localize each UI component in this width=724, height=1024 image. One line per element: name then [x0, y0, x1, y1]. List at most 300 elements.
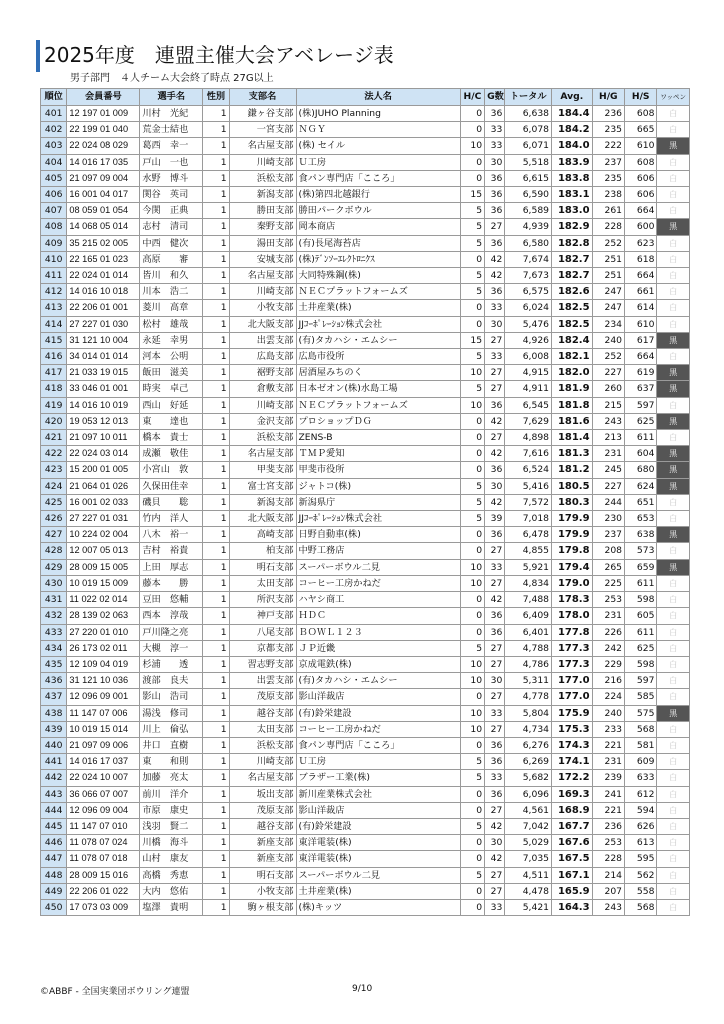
member-number-cell: 10 224 02 004 [67, 527, 140, 543]
average-cell: 182.5 [552, 316, 593, 332]
branch-cell: 安城支部 [229, 251, 296, 267]
rank-cell: 423 [41, 462, 67, 478]
games-cell: 42 [485, 494, 505, 510]
rank-cell: 410 [41, 251, 67, 267]
rank-cell: 401 [41, 106, 67, 122]
company-cell: ＮＥＣプラットフォームズ [296, 284, 460, 300]
gender-cell: 1 [203, 737, 229, 753]
table-row [41, 656, 690, 672]
patch-cell: 白 [657, 689, 690, 705]
high-series-cell: 598 [625, 656, 657, 672]
company-cell: プロショップＤＧ [296, 413, 460, 429]
player-name-cell: 豆田 悠輔 [140, 592, 203, 608]
games-cell: 42 [485, 268, 505, 284]
gender-cell: 1 [203, 154, 229, 170]
gender-cell: 1 [203, 883, 229, 899]
company-cell: JJｺｰﾎﾟﾚｰｼｮﾝ株式会社 [296, 316, 460, 332]
high-game-cell: 251 [592, 268, 624, 284]
high-game-cell: 242 [592, 640, 624, 656]
high-series-cell: 665 [625, 122, 657, 138]
games-cell: 27 [485, 381, 505, 397]
handicap-cell: 0 [460, 413, 484, 429]
table-row [41, 332, 690, 348]
table-row [41, 462, 690, 478]
total-cell: 5,804 [505, 705, 552, 721]
rank-cell: 443 [41, 786, 67, 802]
total-cell: 6,615 [505, 170, 552, 186]
patch-cell: 黒 [657, 219, 690, 235]
company-cell: (有)鈴栄建設 [296, 818, 460, 834]
gender-cell: 1 [203, 106, 229, 122]
table-row [41, 478, 690, 494]
handicap-cell: 0 [460, 430, 484, 446]
patch-cell: 黒 [657, 527, 690, 543]
branch-cell: 茂原支部 [229, 802, 296, 818]
table-row [41, 235, 690, 251]
rank-cell: 417 [41, 365, 67, 381]
rank-cell: 427 [41, 527, 67, 543]
company-cell: 新川産業株式会社 [296, 786, 460, 802]
member-number-cell: 14 068 05 014 [67, 219, 140, 235]
high-game-cell: 225 [592, 575, 624, 591]
high-series-cell: 581 [625, 737, 657, 753]
player-name-cell: 塩澤 貴明 [140, 899, 203, 915]
member-number-cell: 21 097 09 004 [67, 170, 140, 186]
player-name-cell: 高橋 秀恵 [140, 867, 203, 883]
average-cell: 182.9 [552, 219, 593, 235]
high-series-cell: 619 [625, 365, 657, 381]
company-cell: コーヒー工房かねだ [296, 575, 460, 591]
high-game-cell: 229 [592, 656, 624, 672]
player-name-cell: 永延 幸男 [140, 332, 203, 348]
gender-cell: 1 [203, 187, 229, 203]
high-series-cell: 612 [625, 786, 657, 802]
table-row [41, 737, 690, 753]
member-number-cell: 15 200 01 005 [67, 462, 140, 478]
games-cell: 42 [485, 818, 505, 834]
handicap-cell: 0 [460, 592, 484, 608]
high-series-cell: 609 [625, 754, 657, 770]
column-header: Avg. [552, 89, 593, 106]
page-title: 2025年度 連盟主催大会アベレージ表 [44, 43, 394, 67]
member-number-cell: 28 139 02 063 [67, 608, 140, 624]
average-cell: 167.6 [552, 835, 593, 851]
total-cell: 6,024 [505, 300, 552, 316]
title-accent-bar [36, 40, 40, 72]
rank-cell: 431 [41, 592, 67, 608]
high-game-cell: 260 [592, 381, 624, 397]
rank-cell: 428 [41, 543, 67, 559]
patch-cell: 白 [657, 122, 690, 138]
player-name-cell: 加藤 亮太 [140, 770, 203, 786]
total-cell: 5,921 [505, 559, 552, 575]
handicap-cell: 5 [460, 640, 484, 656]
member-number-cell: 11 147 07 010 [67, 818, 140, 834]
member-number-cell: 22 024 01 014 [67, 268, 140, 284]
high-game-cell: 252 [592, 235, 624, 251]
table-row [41, 284, 690, 300]
company-cell: JJｺｰﾎﾟﾚｰｼｮﾝ株式会社 [296, 511, 460, 527]
games-cell: 36 [485, 624, 505, 640]
high-game-cell: 228 [592, 851, 624, 867]
high-game-cell: 236 [592, 818, 624, 834]
player-name-cell: 中西 健次 [140, 235, 203, 251]
player-name-cell: 吉村 裕貴 [140, 543, 203, 559]
company-cell: 土井産業(株) [296, 883, 460, 899]
total-cell: 7,488 [505, 592, 552, 608]
games-cell: 27 [485, 689, 505, 705]
total-cell: 6,478 [505, 527, 552, 543]
member-number-cell: 36 066 07 007 [67, 786, 140, 802]
branch-cell: 習志野支部 [229, 656, 296, 672]
table-row [41, 543, 690, 559]
player-name-cell: 八木 裕一 [140, 527, 203, 543]
player-name-cell: 時実 卓己 [140, 381, 203, 397]
table-row [41, 786, 690, 802]
patch-cell: 白 [657, 770, 690, 786]
player-name-cell: 大内 悠佑 [140, 883, 203, 899]
gender-cell: 1 [203, 494, 229, 510]
average-cell: 182.8 [552, 235, 593, 251]
games-cell: 33 [485, 770, 505, 786]
member-number-cell: 22 165 01 023 [67, 251, 140, 267]
handicap-cell: 0 [460, 624, 484, 640]
high-series-cell: 606 [625, 187, 657, 203]
average-cell: 179.0 [552, 575, 593, 591]
patch-cell: 白 [657, 640, 690, 656]
average-cell: 182.5 [552, 300, 593, 316]
high-series-cell: 651 [625, 494, 657, 510]
table-row [41, 559, 690, 575]
rank-cell: 425 [41, 494, 67, 510]
total-cell: 6,638 [505, 106, 552, 122]
branch-cell: 倉敷支部 [229, 381, 296, 397]
high-game-cell: 245 [592, 462, 624, 478]
total-cell: 7,035 [505, 851, 552, 867]
player-name-cell: 湯浅 修司 [140, 705, 203, 721]
high-game-cell: 213 [592, 430, 624, 446]
handicap-cell: 10 [460, 705, 484, 721]
gender-cell: 1 [203, 705, 229, 721]
average-cell: 165.9 [552, 883, 593, 899]
gender-cell: 1 [203, 673, 229, 689]
rank-cell: 420 [41, 413, 67, 429]
patch-cell: 白 [657, 300, 690, 316]
games-cell: 36 [485, 786, 505, 802]
games-cell: 36 [485, 397, 505, 413]
handicap-cell: 10 [460, 397, 484, 413]
games-cell: 27 [485, 575, 505, 591]
high-game-cell: 230 [592, 511, 624, 527]
handicap-cell: 0 [460, 737, 484, 753]
games-cell: 30 [485, 673, 505, 689]
games-cell: 36 [485, 608, 505, 624]
handicap-cell: 15 [460, 332, 484, 348]
high-game-cell: 216 [592, 673, 624, 689]
high-game-cell: 231 [592, 754, 624, 770]
high-game-cell: 226 [592, 624, 624, 640]
member-number-cell: 08 059 01 054 [67, 203, 140, 219]
total-cell: 5,682 [505, 770, 552, 786]
column-header: 支部名 [229, 89, 296, 106]
average-cell: 168.9 [552, 802, 593, 818]
member-number-cell: 12 109 04 019 [67, 656, 140, 672]
patch-cell: 白 [657, 494, 690, 510]
table-row [41, 251, 690, 267]
table-row [41, 673, 690, 689]
player-name-cell: 影山 浩司 [140, 689, 203, 705]
rank-cell: 426 [41, 511, 67, 527]
company-cell: (株)JUHO Planning [296, 106, 460, 122]
company-cell: 食パン専門店「こころ」 [296, 170, 460, 186]
branch-cell: 明石支部 [229, 559, 296, 575]
branch-cell: 北大阪支部 [229, 316, 296, 332]
company-cell: 影山洋裁店 [296, 802, 460, 818]
total-cell: 6,008 [505, 349, 552, 365]
branch-cell: 高崎支部 [229, 527, 296, 543]
total-cell: 7,042 [505, 818, 552, 834]
high-game-cell: 252 [592, 349, 624, 365]
patch-cell: 黒 [657, 365, 690, 381]
rank-cell: 408 [41, 219, 67, 235]
average-cell: 175.9 [552, 705, 593, 721]
games-cell: 27 [485, 430, 505, 446]
table-row [41, 511, 690, 527]
high-game-cell: 231 [592, 608, 624, 624]
average-cell: 181.9 [552, 381, 593, 397]
player-name-cell: 久保田佳幸 [140, 478, 203, 494]
table-row [41, 867, 690, 883]
total-cell: 7,616 [505, 446, 552, 462]
table-row [41, 138, 690, 154]
table-row [41, 624, 690, 640]
member-number-cell: 22 024 08 029 [67, 138, 140, 154]
company-cell: 東洋電装(株) [296, 835, 460, 851]
high-game-cell: 231 [592, 446, 624, 462]
table-row [41, 592, 690, 608]
branch-cell: 浜松支部 [229, 430, 296, 446]
rank-cell: 447 [41, 851, 67, 867]
high-game-cell: 244 [592, 494, 624, 510]
column-header: G数 [485, 89, 505, 106]
high-series-cell: 568 [625, 899, 657, 915]
high-series-cell: 606 [625, 170, 657, 186]
player-name-cell: 竹内 洋人 [140, 511, 203, 527]
games-cell: 30 [485, 316, 505, 332]
patch-cell: 白 [657, 624, 690, 640]
rank-cell: 442 [41, 770, 67, 786]
patch-cell: 黒 [657, 381, 690, 397]
player-name-cell: 市原 康史 [140, 802, 203, 818]
games-cell: 27 [485, 365, 505, 381]
gender-cell: 1 [203, 430, 229, 446]
page-number: 9/10 [352, 984, 373, 994]
high-series-cell: 664 [625, 349, 657, 365]
games-cell: 36 [485, 462, 505, 478]
company-cell: 日本ゼオン(株)水島工場 [296, 381, 460, 397]
gender-cell: 1 [203, 381, 229, 397]
average-cell: 177.0 [552, 689, 593, 705]
high-game-cell: 253 [592, 835, 624, 851]
gender-cell: 1 [203, 462, 229, 478]
player-name-cell: 葛西 幸一 [140, 138, 203, 154]
table-row [41, 640, 690, 656]
table-row [41, 883, 690, 899]
total-cell: 7,629 [505, 413, 552, 429]
column-header: 順位 [41, 89, 67, 106]
average-cell: 169.3 [552, 786, 593, 802]
average-cell: 164.3 [552, 899, 593, 915]
gender-cell: 1 [203, 559, 229, 575]
games-cell: 33 [485, 559, 505, 575]
gender-cell: 1 [203, 786, 229, 802]
patch-cell: 白 [657, 802, 690, 818]
handicap-cell: 5 [460, 235, 484, 251]
games-cell: 36 [485, 106, 505, 122]
player-name-cell: 川本 浩二 [140, 284, 203, 300]
handicap-cell: 0 [460, 835, 484, 851]
total-cell: 5,421 [505, 899, 552, 915]
table-row [41, 608, 690, 624]
branch-cell: 裾野支部 [229, 365, 296, 381]
branch-cell: 名古屋支部 [229, 268, 296, 284]
member-number-cell: 11 078 07 018 [67, 851, 140, 867]
games-cell: 33 [485, 300, 505, 316]
company-cell: 日野自動車(株) [296, 527, 460, 543]
gender-cell: 1 [203, 754, 229, 770]
patch-cell: 白 [657, 511, 690, 527]
patch-cell: 黒 [657, 478, 690, 494]
branch-cell: 北大阪支部 [229, 511, 296, 527]
member-number-cell: 14 016 10 019 [67, 397, 140, 413]
high-series-cell: 568 [625, 721, 657, 737]
player-name-cell: 井口 直樹 [140, 737, 203, 753]
rank-cell: 429 [41, 559, 67, 575]
member-number-cell: 22 206 01 022 [67, 883, 140, 899]
branch-cell: 名古屋支部 [229, 138, 296, 154]
branch-cell: 浜松支部 [229, 737, 296, 753]
table-row [41, 899, 690, 915]
gender-cell: 1 [203, 478, 229, 494]
branch-cell: 浜松支部 [229, 170, 296, 186]
member-number-cell: 10 019 15 009 [67, 575, 140, 591]
company-cell: 岡本商店 [296, 219, 460, 235]
player-name-cell: 川上 倫弘 [140, 721, 203, 737]
company-cell: コーヒー工房かねだ [296, 721, 460, 737]
table-header-row [41, 89, 690, 106]
player-name-cell: 東 達也 [140, 413, 203, 429]
average-cell: 175.3 [552, 721, 593, 737]
patch-cell: 白 [657, 543, 690, 559]
high-game-cell: 215 [592, 397, 624, 413]
company-cell: (有)鈴栄建設 [296, 705, 460, 721]
games-cell: 27 [485, 883, 505, 899]
average-cell: 181.2 [552, 462, 593, 478]
table-row [41, 219, 690, 235]
company-cell: ZENS-B [296, 430, 460, 446]
games-cell: 30 [485, 835, 505, 851]
handicap-cell: 0 [460, 106, 484, 122]
total-cell: 6,545 [505, 397, 552, 413]
player-name-cell: 河本 公明 [140, 349, 203, 365]
member-number-cell: 11 147 07 006 [67, 705, 140, 721]
high-series-cell: 610 [625, 316, 657, 332]
total-cell: 5,476 [505, 316, 552, 332]
player-name-cell: 川橋 海斗 [140, 835, 203, 851]
page-subtitle: 男子部門 ４人チーム大会終了時点 27G以上 [70, 73, 274, 84]
handicap-cell: 5 [460, 818, 484, 834]
member-number-cell: 16 001 04 017 [67, 187, 140, 203]
average-cell: 180.3 [552, 494, 593, 510]
member-number-cell: 12 096 09 001 [67, 689, 140, 705]
average-cell: 172.2 [552, 770, 593, 786]
member-number-cell: 14 016 10 018 [67, 284, 140, 300]
patch-cell: 黒 [657, 446, 690, 462]
gender-cell: 1 [203, 689, 229, 705]
handicap-cell: 5 [460, 867, 484, 883]
high-series-cell: 600 [625, 219, 657, 235]
member-number-cell: 35 215 02 005 [67, 235, 140, 251]
column-header: 会員番号 [67, 89, 140, 106]
branch-cell: 新潟支部 [229, 187, 296, 203]
high-series-cell: 664 [625, 203, 657, 219]
member-number-cell: 12 096 09 004 [67, 802, 140, 818]
member-number-cell: 21 064 01 026 [67, 478, 140, 494]
high-series-cell: 659 [625, 559, 657, 575]
gender-cell: 1 [203, 300, 229, 316]
average-cell: 178.0 [552, 608, 593, 624]
average-cell: 182.7 [552, 268, 593, 284]
player-name-cell: 藤本 勝 [140, 575, 203, 591]
handicap-cell: 5 [460, 770, 484, 786]
branch-cell: 所沢支部 [229, 592, 296, 608]
average-cell: 183.8 [552, 170, 593, 186]
player-name-cell: 渡部 良夫 [140, 673, 203, 689]
rank-cell: 412 [41, 284, 67, 300]
company-cell: ＪＰ近畿 [296, 640, 460, 656]
games-cell: 36 [485, 754, 505, 770]
handicap-cell: 0 [460, 786, 484, 802]
member-number-cell: 19 053 12 013 [67, 413, 140, 429]
player-name-cell: 西本 淳哉 [140, 608, 203, 624]
rank-cell: 432 [41, 608, 67, 624]
column-header: トータル [505, 89, 552, 106]
gender-cell: 1 [203, 219, 229, 235]
high-series-cell: 594 [625, 802, 657, 818]
average-cell: 183.9 [552, 154, 593, 170]
total-cell: 6,269 [505, 754, 552, 770]
rank-cell: 440 [41, 737, 67, 753]
patch-cell: 白 [657, 316, 690, 332]
average-cell: 180.5 [552, 478, 593, 494]
player-name-cell: 橋本 貴士 [140, 430, 203, 446]
player-name-cell: 西山 好延 [140, 397, 203, 413]
member-number-cell: 22 199 01 040 [67, 122, 140, 138]
high-game-cell: 222 [592, 138, 624, 154]
company-cell: スーパーボウル二見 [296, 559, 460, 575]
high-series-cell: 637 [625, 381, 657, 397]
patch-cell: 白 [657, 284, 690, 300]
member-number-cell: 22 024 10 007 [67, 770, 140, 786]
average-cell: 182.4 [552, 332, 593, 348]
handicap-cell: 10 [460, 721, 484, 737]
total-cell: 6,071 [505, 138, 552, 154]
high-game-cell: 243 [592, 899, 624, 915]
average-cell: 177.0 [552, 673, 593, 689]
average-cell: 182.0 [552, 365, 593, 381]
company-cell: ＨＤＣ [296, 608, 460, 624]
column-header: 法人名 [296, 89, 460, 106]
